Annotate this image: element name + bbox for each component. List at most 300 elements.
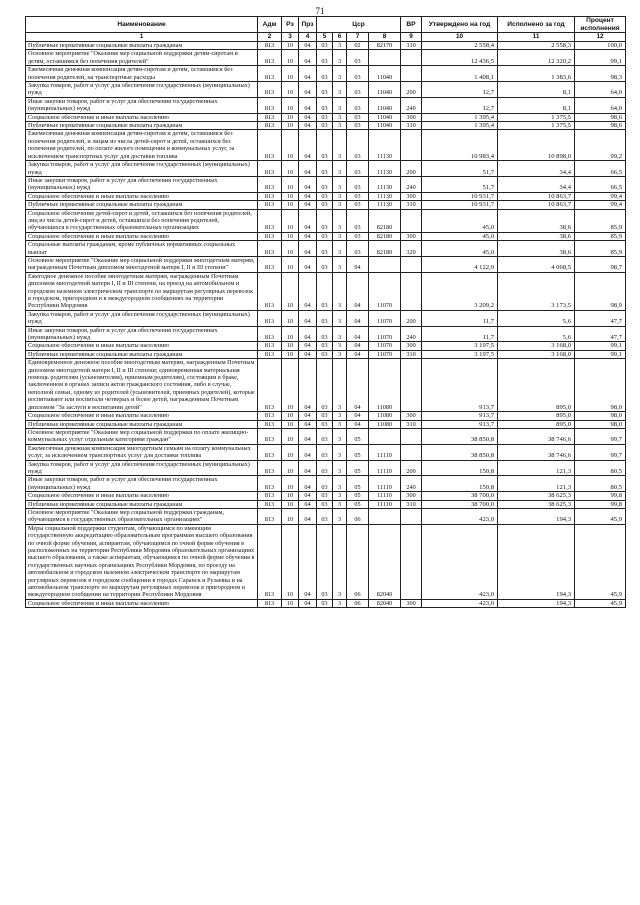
cell-adm: 813 bbox=[258, 42, 282, 50]
cell-csr-subprogram: 3 bbox=[333, 342, 347, 350]
cell-percent: 99,2 bbox=[575, 130, 626, 161]
cell-csr-subprogram: 3 bbox=[333, 161, 347, 177]
cell-approved: 11,7 bbox=[422, 326, 498, 342]
cell-adm: 813 bbox=[258, 342, 282, 350]
cell-approved: 38 850,8 bbox=[422, 428, 498, 444]
table-row bbox=[26, 599, 626, 607]
table-row bbox=[26, 241, 626, 257]
cell-approved: 12,7 bbox=[422, 82, 498, 98]
table-row bbox=[26, 176, 626, 192]
cell-csr-program: 03 bbox=[317, 232, 333, 240]
cell-csr-subprogram: 3 bbox=[333, 350, 347, 358]
cell-rz: 10 bbox=[282, 326, 299, 342]
table-row bbox=[26, 359, 626, 412]
cell-vr: 240 bbox=[401, 176, 422, 192]
cell-approved: 913,7 bbox=[422, 420, 498, 428]
cell-rz: 10 bbox=[282, 201, 299, 209]
cell-vr: 240 bbox=[401, 326, 422, 342]
cell-csr-direction bbox=[369, 50, 401, 66]
cell-rz: 10 bbox=[282, 492, 299, 500]
cell-name: Иные закупки товаров, работ и услуг для обеспечения государственных (муниципальных) нужд bbox=[26, 176, 258, 192]
cell-vr: 310 bbox=[401, 42, 422, 50]
header-vr: ВР bbox=[401, 17, 422, 33]
cell-csr-direction: 11040 bbox=[369, 97, 401, 113]
cell-percent: 99,1 bbox=[575, 50, 626, 66]
cell-csr-direction: 11110 bbox=[369, 444, 401, 460]
cell-executed: 5,6 bbox=[498, 326, 575, 342]
cell-name: Социальное обеспечение и иные выплаты населению bbox=[26, 192, 258, 200]
cell-name: Закупка товаров, работ и услуг для обеспечения государственных (муниципальных) нужд bbox=[26, 82, 258, 98]
cell-prz: 04 bbox=[299, 66, 317, 82]
cell-percent: 99,7 bbox=[575, 428, 626, 444]
cell-csr-subprogram: 3 bbox=[333, 599, 347, 607]
table-row bbox=[26, 97, 626, 113]
cell-rz: 10 bbox=[282, 42, 299, 50]
cell-csr-event: 03 bbox=[347, 113, 369, 121]
cell-csr-subprogram: 3 bbox=[333, 428, 347, 444]
cell-csr-direction: 11040 bbox=[369, 66, 401, 82]
cell-prz: 04 bbox=[299, 342, 317, 350]
cell-executed: 3 168,0 bbox=[498, 342, 575, 350]
column-number: 3 bbox=[282, 33, 299, 42]
cell-approved: 45,0 bbox=[422, 209, 498, 232]
cell-csr-program: 03 bbox=[317, 599, 333, 607]
cell-approved: 45,0 bbox=[422, 232, 498, 240]
cell-csr-subprogram: 3 bbox=[333, 192, 347, 200]
cell-csr-direction: 11110 bbox=[369, 500, 401, 508]
cell-name: Публичные нормативные социальные выплаты гражданам bbox=[26, 201, 258, 209]
cell-approved: 12 436,5 bbox=[422, 50, 498, 66]
table-row bbox=[26, 460, 626, 476]
cell-percent: 85,9 bbox=[575, 232, 626, 240]
cell-percent: 99,1 bbox=[575, 342, 626, 350]
column-number: 4 bbox=[299, 33, 317, 42]
cell-adm: 813 bbox=[258, 444, 282, 460]
cell-percent: 99,1 bbox=[575, 350, 626, 358]
cell-rz: 10 bbox=[282, 66, 299, 82]
cell-approved: 913,7 bbox=[422, 359, 498, 412]
cell-csr-event: 04 bbox=[347, 420, 369, 428]
cell-executed: 38 746,6 bbox=[498, 428, 575, 444]
cell-csr-direction: 11130 bbox=[369, 192, 401, 200]
cell-adm: 813 bbox=[258, 524, 282, 599]
table-row bbox=[26, 342, 626, 350]
cell-csr-direction: 11070 bbox=[369, 310, 401, 326]
cell-vr: 310 bbox=[401, 500, 422, 508]
cell-csr-program: 03 bbox=[317, 428, 333, 444]
cell-rz: 10 bbox=[282, 359, 299, 412]
cell-vr: 310 bbox=[401, 122, 422, 130]
cell-rz: 10 bbox=[282, 122, 299, 130]
cell-csr-event: 03 bbox=[347, 82, 369, 98]
cell-rz: 10 bbox=[282, 241, 299, 257]
column-number: 9 bbox=[401, 33, 422, 42]
cell-name: Меры социальной поддержки студентам, обучающимся по имеющим государственную аккредитацию образовательным программам высшего образования по очной форме обучения, аспирантам, обучающимся по очной форме обучения в расположенных на территории Республики Мордовия образовательных организациях высшего образования, а также аспирантам, обучающимся по очной форме обучения в государственных научных организациях Республики Мордовия, по проезду на автомобильном и городском наземном электрическом транспорте по маршрутам регулярных перевозок в городском сообщении в городах Саранск и Рузаевка и на автомобильном транспорте по маршрутам регулярных перевозок в пригородном и междугородном сообщении на территории Республики Мордовия bbox=[26, 524, 258, 599]
cell-csr-event: 05 bbox=[347, 476, 369, 492]
cell-prz: 04 bbox=[299, 460, 317, 476]
cell-prz: 04 bbox=[299, 359, 317, 412]
cell-approved: 10 931,7 bbox=[422, 192, 498, 200]
cell-csr-subprogram: 3 bbox=[333, 444, 347, 460]
cell-rz: 10 bbox=[282, 209, 299, 232]
cell-approved: 11,7 bbox=[422, 310, 498, 326]
cell-prz: 04 bbox=[299, 444, 317, 460]
cell-adm: 813 bbox=[258, 310, 282, 326]
header-prz: Прз bbox=[299, 17, 317, 33]
cell-percent: 45,9 bbox=[575, 524, 626, 599]
cell-csr-subprogram: 3 bbox=[333, 524, 347, 599]
table-row bbox=[26, 444, 626, 460]
header-name: Наименование bbox=[26, 17, 258, 33]
cell-rz: 10 bbox=[282, 130, 299, 161]
cell-name: Публичные нормативные социальные выплаты гражданам bbox=[26, 122, 258, 130]
table-row bbox=[26, 113, 626, 121]
cell-name: Публичные нормативные социальные выплаты гражданам bbox=[26, 42, 258, 50]
cell-approved: 2 558,4 bbox=[422, 42, 498, 50]
cell-csr-event: 06 bbox=[347, 508, 369, 524]
cell-executed: 38 625,3 bbox=[498, 492, 575, 500]
cell-adm: 813 bbox=[258, 500, 282, 508]
cell-executed: 5,6 bbox=[498, 310, 575, 326]
cell-adm: 813 bbox=[258, 412, 282, 420]
cell-vr: 300 bbox=[401, 599, 422, 607]
cell-rz: 10 bbox=[282, 476, 299, 492]
cell-rz: 10 bbox=[282, 232, 299, 240]
cell-csr-event: 03 bbox=[347, 209, 369, 232]
cell-csr-program: 03 bbox=[317, 524, 333, 599]
cell-adm: 813 bbox=[258, 82, 282, 98]
cell-csr-event: 03 bbox=[347, 201, 369, 209]
cell-prz: 04 bbox=[299, 209, 317, 232]
cell-name: Основное мероприятие "Оказание мер социальной поддержки многодетным матерям, награжденным Почетным дипломом многодетной матери I, II и III степени" bbox=[26, 256, 258, 272]
cell-adm: 813 bbox=[258, 130, 282, 161]
table-row bbox=[26, 50, 626, 66]
cell-adm: 813 bbox=[258, 50, 282, 66]
cell-name: Закупка товаров, работ и услуг для обеспечения государственных (муниципальных) нужд bbox=[26, 310, 258, 326]
cell-prz: 04 bbox=[299, 500, 317, 508]
cell-percent: 45,9 bbox=[575, 599, 626, 607]
table-row bbox=[26, 66, 626, 82]
cell-approved: 150,8 bbox=[422, 460, 498, 476]
cell-percent: 80,5 bbox=[575, 460, 626, 476]
cell-percent: 64,0 bbox=[575, 82, 626, 98]
cell-csr-direction: 82180 bbox=[369, 241, 401, 257]
cell-name: Иные закупки товаров, работ и услуг для обеспечения государственных (муниципальных) нужд bbox=[26, 476, 258, 492]
cell-prz: 04 bbox=[299, 161, 317, 177]
cell-vr: 310 bbox=[401, 201, 422, 209]
table-row bbox=[26, 42, 626, 50]
cell-vr bbox=[401, 444, 422, 460]
cell-adm: 813 bbox=[258, 428, 282, 444]
cell-prz: 04 bbox=[299, 42, 317, 50]
cell-percent: 64,0 bbox=[575, 97, 626, 113]
cell-csr-direction: 11070 bbox=[369, 350, 401, 358]
cell-csr-event: 03 bbox=[347, 122, 369, 130]
column-number: 1 bbox=[26, 33, 258, 42]
cell-approved: 150,8 bbox=[422, 476, 498, 492]
cell-csr-direction: 11040 bbox=[369, 122, 401, 130]
cell-csr-event: 03 bbox=[347, 176, 369, 192]
cell-prz: 04 bbox=[299, 113, 317, 121]
cell-csr-subprogram: 3 bbox=[333, 42, 347, 50]
cell-adm: 813 bbox=[258, 241, 282, 257]
cell-approved: 10 983,4 bbox=[422, 130, 498, 161]
cell-percent: 66,5 bbox=[575, 176, 626, 192]
cell-prz: 04 bbox=[299, 412, 317, 420]
cell-vr: 200 bbox=[401, 460, 422, 476]
cell-adm: 813 bbox=[258, 508, 282, 524]
cell-prz: 04 bbox=[299, 272, 317, 310]
cell-name: Социальные выплаты гражданам, кроме публичных нормативных социальных выплат bbox=[26, 241, 258, 257]
cell-approved: 4 122,9 bbox=[422, 256, 498, 272]
cell-vr: 300 bbox=[401, 232, 422, 240]
table-row bbox=[26, 256, 626, 272]
cell-csr-direction bbox=[369, 428, 401, 444]
cell-csr-program: 03 bbox=[317, 192, 333, 200]
cell-prz: 04 bbox=[299, 192, 317, 200]
cell-vr bbox=[401, 256, 422, 272]
cell-rz: 10 bbox=[282, 508, 299, 524]
cell-csr-event: 03 bbox=[347, 241, 369, 257]
cell-rz: 10 bbox=[282, 310, 299, 326]
cell-prz: 04 bbox=[299, 350, 317, 358]
cell-adm: 813 bbox=[258, 176, 282, 192]
table-row bbox=[26, 412, 626, 420]
cell-csr-event: 03 bbox=[347, 161, 369, 177]
cell-csr-direction: 11080 bbox=[369, 420, 401, 428]
cell-csr-program: 03 bbox=[317, 113, 333, 121]
cell-percent: 85,9 bbox=[575, 241, 626, 257]
cell-rz: 10 bbox=[282, 97, 299, 113]
page-number: 71 bbox=[315, 6, 325, 16]
cell-adm: 813 bbox=[258, 350, 282, 358]
cell-name: Ежемесячная денежная компенсация многодетным семьям на оплату коммунальных услуг, за исключением транспортных услуг для доставки топлива bbox=[26, 444, 258, 460]
cell-csr-direction: 11080 bbox=[369, 359, 401, 412]
cell-csr-subprogram: 3 bbox=[333, 359, 347, 412]
cell-prz: 04 bbox=[299, 97, 317, 113]
cell-name: Социальное обеспечение и иные выплаты населению bbox=[26, 492, 258, 500]
cell-csr-event: 04 bbox=[347, 326, 369, 342]
cell-executed: 38,6 bbox=[498, 232, 575, 240]
cell-csr-direction: 11070 bbox=[369, 342, 401, 350]
cell-csr-subprogram: 3 bbox=[333, 476, 347, 492]
cell-adm: 813 bbox=[258, 492, 282, 500]
cell-rz: 10 bbox=[282, 256, 299, 272]
cell-rz: 10 bbox=[282, 500, 299, 508]
cell-rz: 10 bbox=[282, 342, 299, 350]
cell-adm: 813 bbox=[258, 476, 282, 492]
cell-adm: 813 bbox=[258, 113, 282, 121]
cell-csr-subprogram: 3 bbox=[333, 209, 347, 232]
cell-csr-subprogram: 3 bbox=[333, 420, 347, 428]
cell-executed: 1 383,6 bbox=[498, 66, 575, 82]
cell-csr-direction: 11070 bbox=[369, 326, 401, 342]
cell-csr-event: 04 bbox=[347, 359, 369, 412]
cell-executed: 10 863,7 bbox=[498, 201, 575, 209]
cell-csr-program: 03 bbox=[317, 326, 333, 342]
cell-name: Социальное обеспечение и иные выплаты населению bbox=[26, 412, 258, 420]
column-number: 6 bbox=[333, 33, 347, 42]
table-row bbox=[26, 500, 626, 508]
cell-csr-subprogram: 3 bbox=[333, 508, 347, 524]
cell-adm: 813 bbox=[258, 122, 282, 130]
cell-approved: 1 408,1 bbox=[422, 66, 498, 82]
cell-rz: 10 bbox=[282, 82, 299, 98]
table-row bbox=[26, 192, 626, 200]
cell-csr-subprogram: 3 bbox=[333, 201, 347, 209]
table-row bbox=[26, 232, 626, 240]
cell-csr-event: 05 bbox=[347, 492, 369, 500]
cell-csr-program: 03 bbox=[317, 460, 333, 476]
table-row bbox=[26, 350, 626, 358]
cell-executed: 1 375,5 bbox=[498, 122, 575, 130]
cell-csr-program: 03 bbox=[317, 201, 333, 209]
cell-adm: 813 bbox=[258, 460, 282, 476]
cell-percent: 66,5 bbox=[575, 161, 626, 177]
cell-approved: 10 931,7 bbox=[422, 201, 498, 209]
table-row bbox=[26, 161, 626, 177]
cell-csr-subprogram: 3 bbox=[333, 256, 347, 272]
cell-executed: 10 898,0 bbox=[498, 130, 575, 161]
cell-prz: 04 bbox=[299, 420, 317, 428]
cell-prz: 04 bbox=[299, 492, 317, 500]
cell-executed: 895,0 bbox=[498, 412, 575, 420]
cell-rz: 10 bbox=[282, 444, 299, 460]
cell-csr-direction: 11110 bbox=[369, 476, 401, 492]
cell-percent: 85,9 bbox=[575, 209, 626, 232]
cell-name: Ежегодное денежное пособие многодетным матерям, награжденным Почетным дипломом многодетной матери I, II и III степени, на проезд на автомобильном и городском наземном электрическом транспорте по маршрутам регулярных перевозок в городском, пригородном и в междугородном сообщениях на территории Республики Мордовия bbox=[26, 272, 258, 310]
cell-csr-program: 03 bbox=[317, 161, 333, 177]
cell-executed: 38 625,3 bbox=[498, 500, 575, 508]
cell-csr-event: 05 bbox=[347, 460, 369, 476]
cell-csr-event: 03 bbox=[347, 97, 369, 113]
cell-name: Основное мероприятие "Оказание мер социальной поддержки гражданам, обучающимся в государственных образовательных организациях" bbox=[26, 508, 258, 524]
cell-csr-subprogram: 3 bbox=[333, 66, 347, 82]
cell-csr-event: 04 bbox=[347, 350, 369, 358]
table-row bbox=[26, 122, 626, 130]
table-row bbox=[26, 524, 626, 599]
cell-csr-direction: 82170 bbox=[369, 42, 401, 50]
cell-prz: 04 bbox=[299, 122, 317, 130]
cell-name: Социальное обеспечение и иные выплаты населению bbox=[26, 113, 258, 121]
cell-approved: 1 395,4 bbox=[422, 122, 498, 130]
cell-vr: 200 bbox=[401, 161, 422, 177]
cell-rz: 10 bbox=[282, 599, 299, 607]
cell-adm: 813 bbox=[258, 97, 282, 113]
cell-approved: 3 197,5 bbox=[422, 350, 498, 358]
cell-csr-program: 03 bbox=[317, 350, 333, 358]
cell-csr-subprogram: 3 bbox=[333, 97, 347, 113]
cell-csr-event: 04 bbox=[347, 272, 369, 310]
cell-csr-event: 03 bbox=[347, 192, 369, 200]
cell-percent: 99,4 bbox=[575, 192, 626, 200]
cell-approved: 12,7 bbox=[422, 97, 498, 113]
cell-csr-direction: 82040 bbox=[369, 599, 401, 607]
cell-csr-subprogram: 3 bbox=[333, 460, 347, 476]
cell-csr-event: 04 bbox=[347, 256, 369, 272]
table-row bbox=[26, 310, 626, 326]
cell-executed: 895,0 bbox=[498, 359, 575, 412]
cell-vr: 200 bbox=[401, 310, 422, 326]
cell-csr-subprogram: 3 bbox=[333, 500, 347, 508]
cell-rz: 10 bbox=[282, 113, 299, 121]
table-row bbox=[26, 428, 626, 444]
header-csr: Цср bbox=[317, 17, 401, 33]
cell-csr-subprogram: 3 bbox=[333, 130, 347, 161]
cell-percent: 99,4 bbox=[575, 201, 626, 209]
cell-approved: 1 395,4 bbox=[422, 113, 498, 121]
cell-percent: 80,5 bbox=[575, 476, 626, 492]
cell-vr bbox=[401, 524, 422, 599]
cell-name: Основное мероприятие "Оказание мер социальной поддержки детям-сиротам и детям, оставшимся без попечения родителей" bbox=[26, 50, 258, 66]
cell-prz: 04 bbox=[299, 201, 317, 209]
cell-csr-direction: 82180 bbox=[369, 209, 401, 232]
table-row bbox=[26, 326, 626, 342]
cell-vr bbox=[401, 209, 422, 232]
cell-executed: 121,3 bbox=[498, 460, 575, 476]
cell-executed: 2 558,3 bbox=[498, 42, 575, 50]
cell-rz: 10 bbox=[282, 412, 299, 420]
cell-prz: 04 bbox=[299, 428, 317, 444]
cell-vr bbox=[401, 130, 422, 161]
cell-name: Социальное обеспечение и иные выплаты населению bbox=[26, 599, 258, 607]
cell-csr-subprogram: 3 bbox=[333, 82, 347, 98]
cell-adm: 813 bbox=[258, 256, 282, 272]
cell-vr: 240 bbox=[401, 97, 422, 113]
cell-csr-program: 03 bbox=[317, 342, 333, 350]
cell-percent: 98,3 bbox=[575, 66, 626, 82]
cell-vr: 300 bbox=[401, 113, 422, 121]
cell-approved: 51,7 bbox=[422, 176, 498, 192]
cell-adm: 813 bbox=[258, 161, 282, 177]
cell-percent: 99,7 bbox=[575, 444, 626, 460]
cell-name: Иные закупки товаров, работ и услуг для обеспечения государственных (муниципальных) нужд bbox=[26, 326, 258, 342]
table-row bbox=[26, 209, 626, 232]
cell-csr-event: 04 bbox=[347, 342, 369, 350]
cell-adm: 813 bbox=[258, 420, 282, 428]
cell-vr: 310 bbox=[401, 350, 422, 358]
cell-adm: 813 bbox=[258, 599, 282, 607]
cell-prz: 04 bbox=[299, 82, 317, 98]
cell-rz: 10 bbox=[282, 420, 299, 428]
cell-executed: 34,4 bbox=[498, 161, 575, 177]
cell-csr-program: 03 bbox=[317, 209, 333, 232]
cell-csr-program: 03 bbox=[317, 176, 333, 192]
cell-csr-event: 05 bbox=[347, 500, 369, 508]
cell-csr-program: 03 bbox=[317, 492, 333, 500]
cell-vr bbox=[401, 66, 422, 82]
cell-rz: 10 bbox=[282, 524, 299, 599]
cell-percent: 98,7 bbox=[575, 256, 626, 272]
cell-csr-program: 03 bbox=[317, 500, 333, 508]
cell-vr bbox=[401, 428, 422, 444]
cell-name: Социальное обеспечение детей-сирот и детей, оставшихся без попечения родителей, лиц из числа детей-сирот и детей, оставшихся без попечения родителей, обучающихся в государственных образовательных организациях bbox=[26, 209, 258, 232]
cell-prz: 04 bbox=[299, 476, 317, 492]
cell-vr bbox=[401, 50, 422, 66]
cell-csr-subprogram: 3 bbox=[333, 310, 347, 326]
cell-csr-direction: 11110 bbox=[369, 492, 401, 500]
cell-csr-direction: 11070 bbox=[369, 272, 401, 310]
cell-csr-program: 03 bbox=[317, 122, 333, 130]
cell-rz: 10 bbox=[282, 50, 299, 66]
cell-name: Единовременное денежное пособие многодетным матерям, награжденным Почетным дипломом многодетной матери I, II и III степени; единовременная материальная помощь родителям (усыновителям), приемным родителям), состоящим в браке, заключенном в органах записи актов гражданского состояния, либо в случае, неполной семьи, одному из родителей (усыновителей, приемных родителей), которые воспитывают или воспитали четверых и более детей, награжденным Почетным дипломом "За заслуги в воспитании детей" bbox=[26, 359, 258, 412]
cell-approved: 51,7 bbox=[422, 161, 498, 177]
table-row bbox=[26, 508, 626, 524]
column-number: 5 bbox=[317, 33, 333, 42]
cell-executed: 194,3 bbox=[498, 508, 575, 524]
cell-name: Ежемесячная денежная компенсация детям-сиротам и детям, оставшимся без попечения родителей, и лицам из числа детей-сирот и детей, оставшихся без попечения родителей, по оплате жилого помещения и коммунальных услуг, за исключением транспортных услуг для доставки топлива bbox=[26, 130, 258, 161]
cell-csr-program: 03 bbox=[317, 444, 333, 460]
